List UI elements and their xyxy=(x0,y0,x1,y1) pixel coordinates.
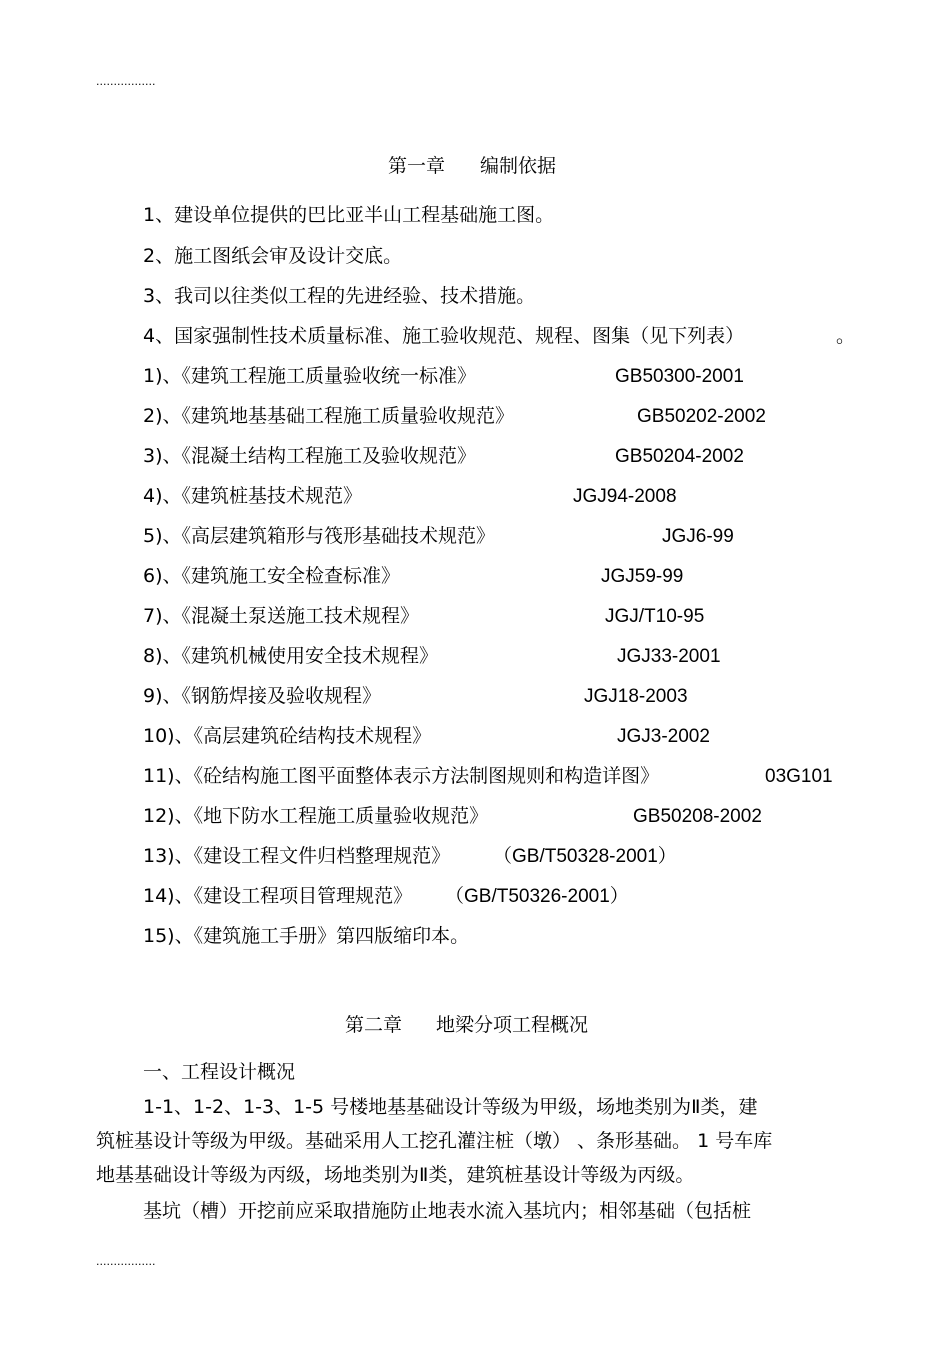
standard-code: GB50208-2002 xyxy=(633,806,762,827)
standard-code: GB50202-2002 xyxy=(637,406,766,427)
standard-code: JGJ/T10-95 xyxy=(605,606,705,627)
standard-code: JGJ33-2001 xyxy=(617,646,721,667)
paragraph-line: 1-1、1-2、1-3、1-5 号楼地基基础设计等级为甲级，场地类别为Ⅱ类，建 xyxy=(143,1096,758,1118)
standard-code: JGJ6-99 xyxy=(662,526,734,547)
paragraph-line: 地基基础设计等级为丙级，场地类别为Ⅱ类，建筑桩基设计等级为丙级。 xyxy=(96,1164,695,1186)
chapter2-number: 第二章 xyxy=(345,1014,403,1036)
standard-name: 15)、《建筑施工手册》第四版缩印本。 xyxy=(143,925,470,947)
standard-name: 2)、《建筑地基基础工程施工质量验收规范》 xyxy=(143,405,515,427)
basis-item-1: 1、建设单位提供的巴比亚半山工程基础施工图。 xyxy=(143,204,555,226)
standard-name: 9)、《钢筋焊接及验收规程》 xyxy=(143,685,382,707)
standard-name: 11)、《砼结构施工图平面整体表示方法制图规则和构造详图》 xyxy=(143,765,660,787)
paragraph-line: 基坑（槽）开挖前应采取措施防止地表水流入基坑内；相邻基础（包括桩 xyxy=(143,1200,752,1222)
section-heading: 一、工程设计概况 xyxy=(143,1061,296,1083)
standard-name: 10)、《高层建筑砼结构技术规程》 xyxy=(143,725,432,747)
footer-dots: ................. xyxy=(96,1255,156,1268)
standard-code: （GB/T50328-2001） xyxy=(493,846,677,867)
standard-code: JGJ3-2002 xyxy=(617,726,710,747)
standard-name: 1)、《建筑工程施工质量验收统一标准》 xyxy=(143,365,477,387)
standard-name: 4)、《建筑桩基技术规范》 xyxy=(143,485,363,507)
basis-item-2: 2、施工图纸会审及设计交底。 xyxy=(143,245,403,267)
standard-code: GB50300-2001 xyxy=(615,366,744,387)
standard-name: 5)、《高层建筑箱形与筏形基础技术规范》 xyxy=(143,525,496,547)
standard-name: 8)、《建筑机械使用安全技术规程》 xyxy=(143,645,439,667)
paragraph-line: 筑桩基设计等级为甲级。基础采用人工挖孔灌注桩（墩） 、条形基础。 1 号车库 xyxy=(96,1130,773,1152)
chapter1-title: 编制依据 xyxy=(480,155,557,177)
chapter2-title: 地梁分项工程概况 xyxy=(436,1014,589,1036)
standard-name: 12)、《地下防水工程施工质量验收规范》 xyxy=(143,805,489,827)
basis-item-3: 3、我司以往类似工程的先进经验、技术措施。 xyxy=(143,285,536,307)
chapter1-number: 第一章 xyxy=(388,155,446,177)
standard-code: JGJ59-99 xyxy=(601,566,684,587)
standard-code: （GB/T50326-2001） xyxy=(445,886,629,907)
standard-name: 14)、《建设工程项目管理规范》 xyxy=(143,885,413,907)
basis-item-4: 4、国家强制性技术质量标准、施工验收规范、规程、图集（见下列表） xyxy=(143,325,745,347)
standard-code: 03G101 xyxy=(765,766,833,787)
standard-code: JGJ18-2003 xyxy=(584,686,688,707)
standard-name: 6)、《建筑施工安全检查标准》 xyxy=(143,565,401,587)
standard-name: 13)、《建设工程文件归档整理规范》 xyxy=(143,845,451,867)
standard-code: GB50204-2002 xyxy=(615,446,744,467)
standard-name: 7)、《混凝土泵送施工技术规程》 xyxy=(143,605,420,627)
header-dots: ................. xyxy=(96,75,156,88)
standard-code: JGJ94-2008 xyxy=(573,486,677,507)
basis-item-4-end: 。 xyxy=(836,325,856,347)
standard-name: 3)、《混凝土结构工程施工及验收规范》 xyxy=(143,445,477,467)
